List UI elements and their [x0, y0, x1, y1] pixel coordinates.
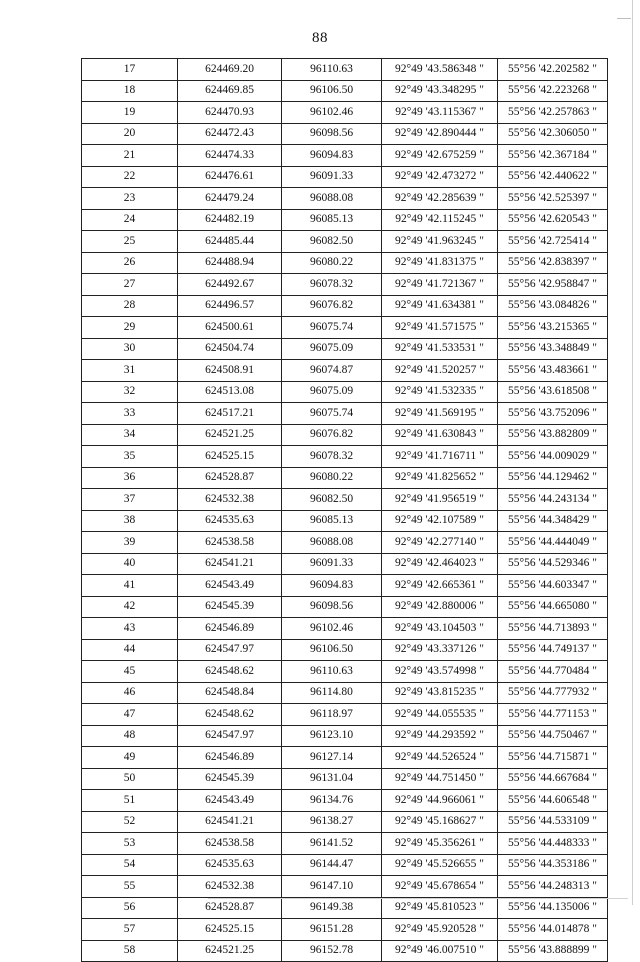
latitude-cell: 55°56 '43.618508 " — [498, 381, 608, 403]
y-coordinate-cell: 96074.87 — [282, 360, 382, 382]
table-row — [82, 231, 608, 253]
table-row — [82, 704, 608, 726]
latitude-cell: 55°56 '44.135006 " — [498, 897, 608, 919]
x-coordinate-cell: 624546.89 — [178, 618, 282, 640]
latitude-cell: 55°56 '44.353186 " — [498, 854, 608, 876]
table-row — [82, 317, 608, 339]
longitude-cell: 92°49 '43.815235 " — [382, 682, 498, 704]
x-coordinate-cell: 624525.15 — [178, 446, 282, 468]
table-row — [82, 295, 608, 317]
latitude-cell: 55°56 '42.306050 " — [498, 123, 608, 145]
latitude-cell: 55°56 '44.444049 " — [498, 532, 608, 554]
point-number-cell: 42 — [82, 596, 178, 618]
x-coordinate-cell: 624528.87 — [178, 467, 282, 489]
x-coordinate-cell: 624500.61 — [178, 317, 282, 339]
table-row — [82, 209, 608, 231]
longitude-cell: 92°49 '42.880006 " — [382, 596, 498, 618]
latitude-cell: 55°56 '42.525397 " — [498, 188, 608, 210]
latitude-cell: 55°56 '42.440622 " — [498, 166, 608, 188]
bottom-rule — [208, 898, 628, 899]
longitude-cell: 92°49 '41.825652 " — [382, 467, 498, 489]
y-coordinate-cell: 96080.22 — [282, 252, 382, 274]
x-coordinate-cell: 624525.15 — [178, 919, 282, 941]
table-row — [82, 790, 608, 812]
x-coordinate-cell: 624474.33 — [178, 145, 282, 167]
y-coordinate-cell: 96106.50 — [282, 639, 382, 661]
x-coordinate-cell: 624469.85 — [178, 80, 282, 102]
longitude-cell: 92°49 '42.115245 " — [382, 209, 498, 231]
latitude-cell: 55°56 '43.483661 " — [498, 360, 608, 382]
longitude-cell: 92°49 '41.532335 " — [382, 381, 498, 403]
table-row — [82, 59, 608, 81]
table-row — [82, 618, 608, 640]
latitude-cell: 55°56 '42.223268 " — [498, 80, 608, 102]
point-number-cell: 58 — [82, 940, 178, 962]
point-number-cell: 25 — [82, 231, 178, 253]
x-coordinate-cell: 624547.97 — [178, 725, 282, 747]
longitude-cell: 92°49 '41.963245 " — [382, 231, 498, 253]
x-coordinate-cell: 624521.25 — [178, 940, 282, 962]
point-number-cell: 35 — [82, 446, 178, 468]
longitude-cell: 92°49 '43.348295 " — [382, 80, 498, 102]
latitude-cell: 55°56 '44.448333 " — [498, 833, 608, 855]
table-row — [82, 747, 608, 769]
latitude-cell: 55°56 '43.348849 " — [498, 338, 608, 360]
x-coordinate-cell: 624535.63 — [178, 854, 282, 876]
point-number-cell: 44 — [82, 639, 178, 661]
x-coordinate-cell: 624508.91 — [178, 360, 282, 382]
point-number-cell: 55 — [82, 876, 178, 898]
point-number-cell: 34 — [82, 424, 178, 446]
longitude-cell: 92°49 '45.168627 " — [382, 811, 498, 833]
x-coordinate-cell: 624482.19 — [178, 209, 282, 231]
y-coordinate-cell: 96118.97 — [282, 704, 382, 726]
latitude-cell: 55°56 '44.667684 " — [498, 768, 608, 790]
table-row — [82, 811, 608, 833]
point-number-cell: 48 — [82, 725, 178, 747]
latitude-cell: 55°56 '42.367184 " — [498, 145, 608, 167]
x-coordinate-cell: 624548.84 — [178, 682, 282, 704]
x-coordinate-cell: 624496.57 — [178, 295, 282, 317]
x-coordinate-cell: 624485.44 — [178, 231, 282, 253]
y-coordinate-cell: 96076.82 — [282, 295, 382, 317]
point-number-cell: 46 — [82, 682, 178, 704]
point-number-cell: 32 — [82, 381, 178, 403]
y-coordinate-cell: 96091.33 — [282, 553, 382, 575]
longitude-cell: 92°49 '44.293592 " — [382, 725, 498, 747]
latitude-cell: 55°56 '43.084826 " — [498, 295, 608, 317]
y-coordinate-cell: 96114.80 — [282, 682, 382, 704]
table-row — [82, 532, 608, 554]
longitude-cell: 92°49 '41.569195 " — [382, 403, 498, 425]
coordinates-table — [81, 58, 608, 962]
y-coordinate-cell: 96082.50 — [282, 231, 382, 253]
point-number-cell: 39 — [82, 532, 178, 554]
table-row — [82, 424, 608, 446]
longitude-cell: 92°49 '44.751450 " — [382, 768, 498, 790]
y-coordinate-cell: 96091.33 — [282, 166, 382, 188]
y-coordinate-cell: 96152.78 — [282, 940, 382, 962]
table-row — [82, 833, 608, 855]
x-coordinate-cell: 624517.21 — [178, 403, 282, 425]
latitude-cell: 55°56 '44.713893 " — [498, 618, 608, 640]
longitude-cell: 92°49 '44.966061 " — [382, 790, 498, 812]
y-coordinate-cell: 96110.63 — [282, 59, 382, 81]
y-coordinate-cell: 96127.14 — [282, 747, 382, 769]
longitude-cell: 92°49 '42.675259 " — [382, 145, 498, 167]
point-number-cell: 50 — [82, 768, 178, 790]
x-coordinate-cell: 624535.63 — [178, 510, 282, 532]
latitude-cell: 55°56 '42.257863 " — [498, 102, 608, 124]
longitude-cell: 92°49 '42.277140 " — [382, 532, 498, 554]
longitude-cell: 92°49 '42.473272 " — [382, 166, 498, 188]
latitude-cell: 55°56 '42.725414 " — [498, 231, 608, 253]
table-row — [82, 876, 608, 898]
x-coordinate-cell: 624548.62 — [178, 704, 282, 726]
latitude-cell: 55°56 '44.665080 " — [498, 596, 608, 618]
longitude-cell: 92°49 '41.634381 " — [382, 295, 498, 317]
longitude-cell: 92°49 '41.520257 " — [382, 360, 498, 382]
latitude-cell: 55°56 '44.009029 " — [498, 446, 608, 468]
point-number-cell: 49 — [82, 747, 178, 769]
y-coordinate-cell: 96075.74 — [282, 317, 382, 339]
table-row — [82, 940, 608, 962]
x-coordinate-cell: 624545.39 — [178, 596, 282, 618]
y-coordinate-cell: 96134.76 — [282, 790, 382, 812]
table-row — [82, 274, 608, 296]
point-number-cell: 33 — [82, 403, 178, 425]
table-row — [82, 854, 608, 876]
x-coordinate-cell: 624532.38 — [178, 489, 282, 511]
longitude-cell: 92°49 '42.464023 " — [382, 553, 498, 575]
latitude-cell: 55°56 '44.771153 " — [498, 704, 608, 726]
table-row — [82, 166, 608, 188]
page-edge-tick — [617, 18, 631, 19]
point-number-cell: 19 — [82, 102, 178, 124]
table-row — [82, 919, 608, 941]
latitude-cell: 55°56 '44.014878 " — [498, 919, 608, 941]
table-row — [82, 252, 608, 274]
table-row — [82, 80, 608, 102]
table-row — [82, 661, 608, 683]
longitude-cell: 92°49 '41.956519 " — [382, 489, 498, 511]
table-row — [82, 682, 608, 704]
latitude-cell: 55°56 '44.129462 " — [498, 467, 608, 489]
y-coordinate-cell: 96147.10 — [282, 876, 382, 898]
longitude-cell: 92°49 '45.526655 " — [382, 854, 498, 876]
longitude-cell: 92°49 '46.007510 " — [382, 940, 498, 962]
x-coordinate-cell: 624472.43 — [178, 123, 282, 145]
y-coordinate-cell: 96094.83 — [282, 145, 382, 167]
longitude-cell: 92°49 '43.104503 " — [382, 618, 498, 640]
longitude-cell: 92°49 '45.810523 " — [382, 897, 498, 919]
x-coordinate-cell: 624521.25 — [178, 424, 282, 446]
x-coordinate-cell: 624513.08 — [178, 381, 282, 403]
latitude-cell: 55°56 '43.215365 " — [498, 317, 608, 339]
x-coordinate-cell: 624488.94 — [178, 252, 282, 274]
coordinates-table-body — [82, 59, 608, 962]
x-coordinate-cell: 624543.49 — [178, 575, 282, 597]
x-coordinate-cell: 624476.61 — [178, 166, 282, 188]
longitude-cell: 92°49 '41.831375 " — [382, 252, 498, 274]
y-coordinate-cell: 96102.46 — [282, 618, 382, 640]
y-coordinate-cell: 96078.32 — [282, 446, 382, 468]
latitude-cell: 55°56 '44.606548 " — [498, 790, 608, 812]
longitude-cell: 92°49 '43.115367 " — [382, 102, 498, 124]
point-number-cell: 31 — [82, 360, 178, 382]
x-coordinate-cell: 624545.39 — [178, 768, 282, 790]
point-number-cell: 37 — [82, 489, 178, 511]
point-number-cell: 51 — [82, 790, 178, 812]
x-coordinate-cell: 624470.93 — [178, 102, 282, 124]
point-number-cell: 24 — [82, 209, 178, 231]
x-coordinate-cell: 624541.21 — [178, 811, 282, 833]
latitude-cell: 55°56 '42.958847 " — [498, 274, 608, 296]
point-number-cell: 53 — [82, 833, 178, 855]
latitude-cell: 55°56 '42.620543 " — [498, 209, 608, 231]
longitude-cell: 92°49 '42.890444 " — [382, 123, 498, 145]
longitude-cell: 92°49 '45.356261 " — [382, 833, 498, 855]
table-row — [82, 553, 608, 575]
point-number-cell: 28 — [82, 295, 178, 317]
y-coordinate-cell: 96106.50 — [282, 80, 382, 102]
longitude-cell: 92°49 '42.665361 " — [382, 575, 498, 597]
x-coordinate-cell: 624548.62 — [178, 661, 282, 683]
x-coordinate-cell: 624546.89 — [178, 747, 282, 769]
longitude-cell: 92°49 '43.574998 " — [382, 661, 498, 683]
point-number-cell: 54 — [82, 854, 178, 876]
longitude-cell: 92°49 '44.055535 " — [382, 704, 498, 726]
y-coordinate-cell: 96076.82 — [282, 424, 382, 446]
latitude-cell: 55°56 '43.752096 " — [498, 403, 608, 425]
y-coordinate-cell: 96144.47 — [282, 854, 382, 876]
y-coordinate-cell: 96088.08 — [282, 188, 382, 210]
point-number-cell: 47 — [82, 704, 178, 726]
latitude-cell: 55°56 '44.777932 " — [498, 682, 608, 704]
table-row — [82, 639, 608, 661]
latitude-cell: 55°56 '44.715871 " — [498, 747, 608, 769]
y-coordinate-cell: 96085.13 — [282, 510, 382, 532]
table-row — [82, 381, 608, 403]
y-coordinate-cell: 96075.09 — [282, 381, 382, 403]
x-coordinate-cell: 624532.38 — [178, 876, 282, 898]
latitude-cell: 55°56 '44.529346 " — [498, 553, 608, 575]
y-coordinate-cell: 96110.63 — [282, 661, 382, 683]
y-coordinate-cell: 96098.56 — [282, 596, 382, 618]
point-number-cell: 22 — [82, 166, 178, 188]
x-coordinate-cell: 624547.97 — [178, 639, 282, 661]
table-row — [82, 360, 608, 382]
point-number-cell: 29 — [82, 317, 178, 339]
point-number-cell: 38 — [82, 510, 178, 532]
point-number-cell: 21 — [82, 145, 178, 167]
y-coordinate-cell: 96102.46 — [282, 102, 382, 124]
point-number-cell: 40 — [82, 553, 178, 575]
point-number-cell: 27 — [82, 274, 178, 296]
latitude-cell: 55°56 '42.202582 " — [498, 59, 608, 81]
latitude-cell: 55°56 '44.348429 " — [498, 510, 608, 532]
table-row — [82, 446, 608, 468]
longitude-cell: 92°49 '45.678654 " — [382, 876, 498, 898]
longitude-cell: 92°49 '43.337126 " — [382, 639, 498, 661]
longitude-cell: 92°49 '45.920528 " — [382, 919, 498, 941]
table-row — [82, 489, 608, 511]
x-coordinate-cell: 624479.24 — [178, 188, 282, 210]
table-row — [82, 102, 608, 124]
page-edge-line — [632, 0, 633, 905]
y-coordinate-cell: 96151.28 — [282, 919, 382, 941]
x-coordinate-cell: 624504.74 — [178, 338, 282, 360]
table-row — [82, 575, 608, 597]
point-number-cell: 56 — [82, 897, 178, 919]
longitude-cell: 92°49 '42.107589 " — [382, 510, 498, 532]
x-coordinate-cell: 624543.49 — [178, 790, 282, 812]
table-row — [82, 897, 608, 919]
y-coordinate-cell: 96141.52 — [282, 833, 382, 855]
y-coordinate-cell: 96080.22 — [282, 467, 382, 489]
latitude-cell: 55°56 '44.248313 " — [498, 876, 608, 898]
longitude-cell: 92°49 '44.526524 " — [382, 747, 498, 769]
x-coordinate-cell: 624492.67 — [178, 274, 282, 296]
latitude-cell: 55°56 '44.750467 " — [498, 725, 608, 747]
y-coordinate-cell: 96075.09 — [282, 338, 382, 360]
x-coordinate-cell: 624528.87 — [178, 897, 282, 919]
y-coordinate-cell: 96075.74 — [282, 403, 382, 425]
point-number-cell: 43 — [82, 618, 178, 640]
table-row — [82, 768, 608, 790]
point-number-cell: 23 — [82, 188, 178, 210]
table-row — [82, 338, 608, 360]
point-number-cell: 30 — [82, 338, 178, 360]
longitude-cell: 92°49 '42.285639 " — [382, 188, 498, 210]
point-number-cell: 45 — [82, 661, 178, 683]
point-number-cell: 18 — [82, 80, 178, 102]
y-coordinate-cell: 96078.32 — [282, 274, 382, 296]
y-coordinate-cell: 96085.13 — [282, 209, 382, 231]
latitude-cell: 55°56 '44.749137 " — [498, 639, 608, 661]
latitude-cell: 55°56 '43.882809 " — [498, 424, 608, 446]
point-number-cell: 41 — [82, 575, 178, 597]
x-coordinate-cell: 624541.21 — [178, 553, 282, 575]
longitude-cell: 92°49 '41.533531 " — [382, 338, 498, 360]
latitude-cell: 55°56 '44.243134 " — [498, 489, 608, 511]
longitude-cell: 92°49 '41.630843 " — [382, 424, 498, 446]
x-coordinate-cell: 624538.58 — [178, 833, 282, 855]
latitude-cell: 55°56 '43.888899 " — [498, 940, 608, 962]
latitude-cell: 55°56 '44.533109 " — [498, 811, 608, 833]
longitude-cell: 92°49 '43.586348 " — [382, 59, 498, 81]
y-coordinate-cell: 96088.08 — [282, 532, 382, 554]
table-row — [82, 596, 608, 618]
x-coordinate-cell: 624469.20 — [178, 59, 282, 81]
point-number-cell: 17 — [82, 59, 178, 81]
point-number-cell: 20 — [82, 123, 178, 145]
longitude-cell: 92°49 '41.571575 " — [382, 317, 498, 339]
table-row — [82, 403, 608, 425]
y-coordinate-cell: 96149.38 — [282, 897, 382, 919]
longitude-cell: 92°49 '41.721367 " — [382, 274, 498, 296]
latitude-cell: 55°56 '44.770484 " — [498, 661, 608, 683]
table-row — [82, 145, 608, 167]
latitude-cell: 55°56 '44.603347 " — [498, 575, 608, 597]
table-row — [82, 123, 608, 145]
point-number-cell: 36 — [82, 467, 178, 489]
table-row — [82, 510, 608, 532]
latitude-cell: 55°56 '42.838397 " — [498, 252, 608, 274]
page-number: 88 — [312, 30, 328, 46]
y-coordinate-cell: 96082.50 — [282, 489, 382, 511]
point-number-cell: 57 — [82, 919, 178, 941]
table-row — [82, 725, 608, 747]
y-coordinate-cell: 96098.56 — [282, 123, 382, 145]
point-number-cell: 26 — [82, 252, 178, 274]
y-coordinate-cell: 96138.27 — [282, 811, 382, 833]
y-coordinate-cell: 96123.10 — [282, 725, 382, 747]
y-coordinate-cell: 96094.83 — [282, 575, 382, 597]
table-row — [82, 188, 608, 210]
table-row — [82, 467, 608, 489]
point-number-cell: 52 — [82, 811, 178, 833]
longitude-cell: 92°49 '41.716711 " — [382, 446, 498, 468]
y-coordinate-cell: 96131.04 — [282, 768, 382, 790]
x-coordinate-cell: 624538.58 — [178, 532, 282, 554]
